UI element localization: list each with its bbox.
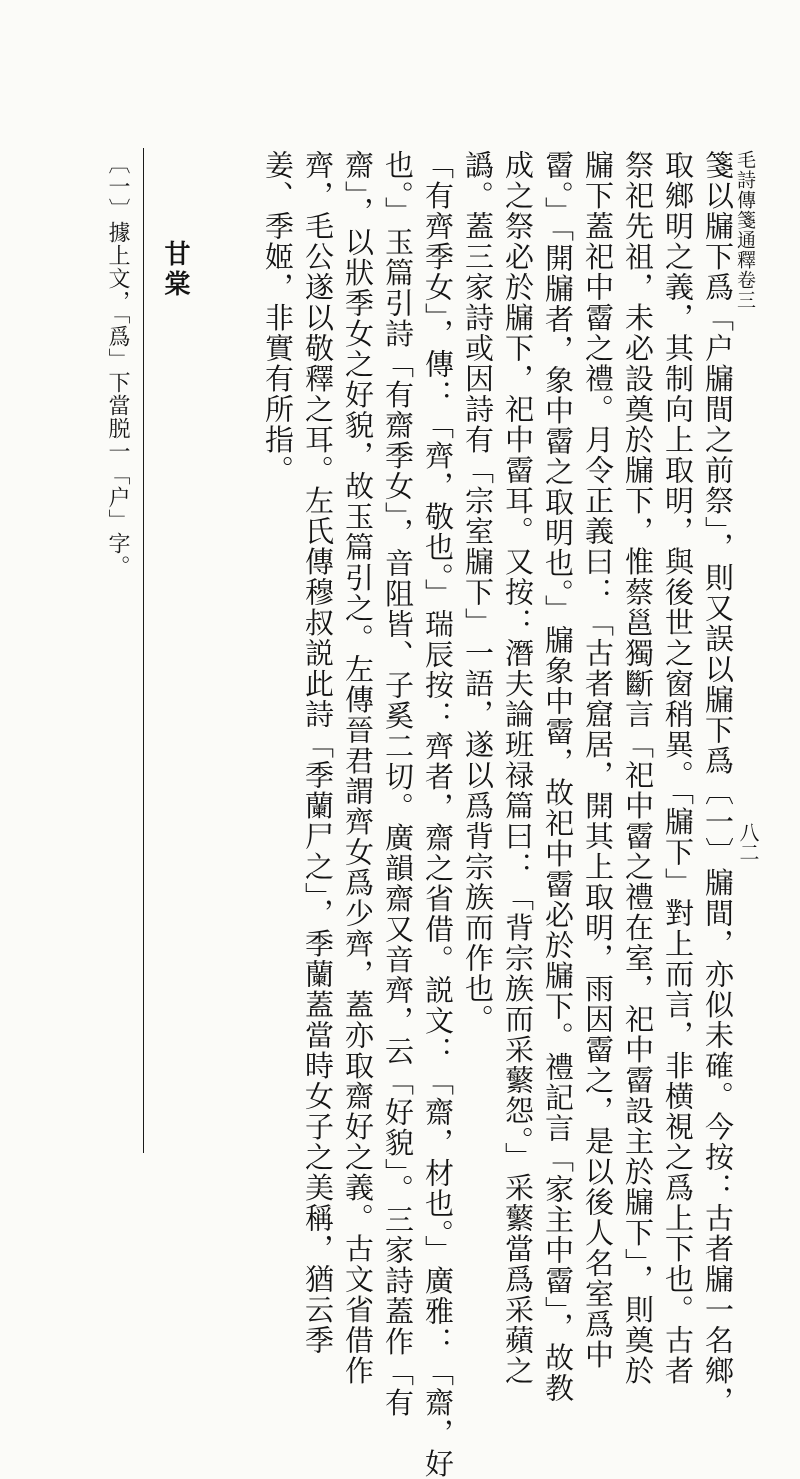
text-column: 齊，毛公遂以敬釋之耳。左氏傳穆叔説此詩「季蘭尸之」，季蘭蓋當時女子之美稱，猶云季: [301, 150, 335, 1356]
text-column: 譌。蓋三家詩或因詩有「宗室牖下」一語，遂以爲背宗族而作也。: [461, 150, 495, 1035]
section-title: 甘棠: [160, 240, 190, 300]
text-column: 取鄉明之義，其制向上取明，與後世之窗稍異。「牖下」對上而言，非横視之爲上下也。古者: [661, 150, 695, 1386]
text-column: 箋以牖下爲「户牖間之前祭」，則又誤以牖下爲〔一〕牖間，亦似未確。今按：古者牖一名鄉，: [701, 150, 735, 1417]
text-column: 也。」玉篇引詩「有齋季女」，音阻皆、子奚二切。廣韻齋又音齊，云「好貌」。三家詩蓋作「有: [381, 150, 415, 1418]
footnote-divider: [143, 148, 144, 1153]
footnote: 〔一〕據上文，「爲」下當脱一「户」字。: [105, 152, 130, 578]
text-column: 成之祭必於牖下，祀中霤耳。又按：潛夫論班禄篇曰：「背宗族而采蘩怨。」采蘩當爲采蘋之: [501, 150, 535, 1386]
text-column: 霤。」「開牖者，象中霤之取明也。」牖象中霤，故祀中霤必於牖下。禮記言「家主中霤」，故教: [541, 150, 575, 1404]
text-column: 牖下蓋祀中霤之禮。月令正義曰：「古者窟居，開其上取明，雨因霤之，是以後人名室爲中: [581, 150, 615, 1370]
text-column: 齋」，以狀季女之好貌，故玉篇引之。左傳晉君謂齊女爲少齊，蓋亦取齋好之義。古文省借作: [341, 150, 375, 1386]
text-column: 祭祀先祖，未必設奠於牖下，惟蔡邕獨斷言「祀中霤之禮在室，祀中霤設主於牖下」，則奠於: [621, 150, 655, 1386]
main-text-block: [258, 150, 738, 1479]
text-column: 「有齊季女」，傳：「齊，敬也。」瑞辰按：齊者，齋之省借。説文：「齋，材也。」廣雅：「齋，好: [421, 150, 455, 1479]
text-column: 姜、季姬，非實有所指。: [261, 150, 295, 486]
page-number: 八二: [736, 822, 760, 862]
running-header: 毛詩傳箋通釋卷三: [734, 150, 756, 310]
